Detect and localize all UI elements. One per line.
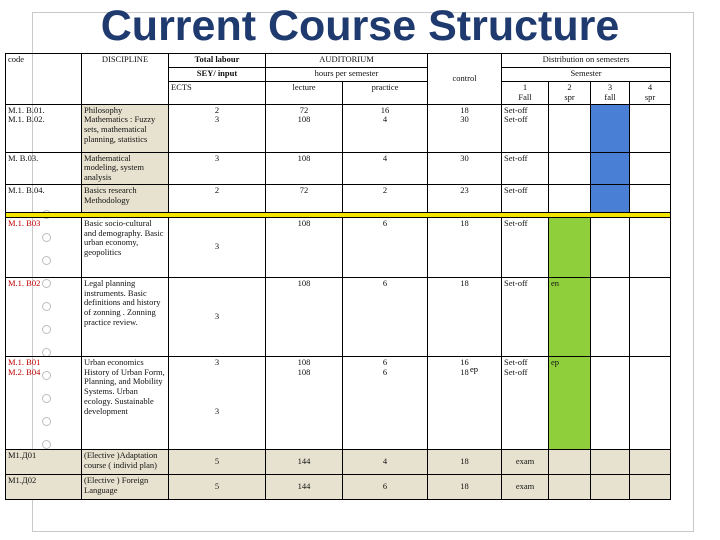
row-code: M. B.03. [6, 152, 82, 184]
row-total: 72 [266, 184, 343, 212]
row-lecture: 6 [343, 217, 428, 277]
sem-3-cell [630, 474, 671, 499]
table-row [6, 277, 671, 356]
table-row [6, 152, 671, 184]
row-control: Set-off Set-off [502, 356, 549, 449]
row-practice: 18 [428, 449, 502, 474]
row-ects: 3 3 [169, 356, 266, 449]
row-code: M.1. B03 [6, 217, 82, 277]
row-lecture: 2 [343, 184, 428, 212]
header-hours-per-semester: hours per semester [266, 68, 428, 82]
course-table [5, 53, 671, 500]
sem-3-cell [630, 152, 671, 184]
sem-1-cell [549, 104, 591, 152]
table-row [6, 356, 671, 449]
header-control: control [428, 54, 502, 105]
header-code: code [6, 54, 82, 105]
table-row [6, 104, 671, 152]
row-code: M1.Д02 [6, 474, 82, 499]
row-ects: 2 3 [169, 104, 266, 152]
row-code: M.1. B02 [6, 277, 82, 356]
row-practice: 18 [428, 277, 502, 356]
row-control: Set-off Set-off [502, 104, 549, 152]
row-control: Set-off [502, 277, 549, 356]
row-ects: 2 [169, 184, 266, 212]
row-practice: 23 [428, 184, 502, 212]
row-practice: 16 18 [428, 356, 502, 449]
sem-2-cell [591, 184, 630, 212]
row-control: Set-off [502, 217, 549, 277]
row-total: 144 [266, 449, 343, 474]
row-total: 108 [266, 277, 343, 356]
row-discipline: Mathematical modeling, system analysis [82, 152, 169, 184]
row-lecture: 4 [343, 152, 428, 184]
sem-2-cell [591, 356, 630, 449]
row-total: 144 [266, 474, 343, 499]
sem-1-cell [549, 217, 591, 277]
header-discipline: DISCIPLINE [82, 54, 169, 105]
row-ects: 5 [169, 474, 266, 499]
row-code: M.1. B.01. M.1. B.02. [6, 104, 82, 152]
row-control: exam [502, 474, 549, 499]
row-practice: 18 [428, 217, 502, 277]
sem-1-cell [549, 449, 591, 474]
header-distribution: Distribution on semesters [502, 54, 671, 68]
sem-3-cell [630, 184, 671, 212]
row-lecture: 6 [343, 277, 428, 356]
row-practice: 30 [428, 152, 502, 184]
sem-1-cell: ep [549, 356, 591, 449]
row-ects: 5 [169, 449, 266, 474]
row-discipline: Basic socio-cultural and demography. Basic urban economy, geopolitics [82, 217, 169, 277]
row-discipline: Basics research Methodology [82, 184, 169, 212]
row-discipline: (Elective ) Foreign Language [82, 474, 169, 499]
row-control: Set-off [502, 152, 549, 184]
row-lecture: 4 [343, 449, 428, 474]
row-total: 108 108 [266, 356, 343, 449]
row-ects: 3 [169, 152, 266, 184]
sem-2-cell [591, 474, 630, 499]
row-lecture: 6 [343, 474, 428, 499]
row-lecture-practice: 16 4 [343, 104, 428, 152]
row-control: exam [502, 449, 549, 474]
page-title: Current Course Structure [100, 2, 620, 50]
header-semester: Semester [502, 68, 671, 82]
table-row [6, 474, 671, 499]
sem-2-cell [591, 277, 630, 356]
header-lecture: lecture [266, 82, 343, 105]
row-discipline: Urban economics History of Urban Form, Planning, and Mobility Systems. Urban ecology. Sustainable development [82, 356, 169, 449]
sem-1-cell [549, 152, 591, 184]
row-total: 72 108 [266, 104, 343, 152]
header-ects: ECTS [169, 82, 266, 105]
sem-1-cell: en [549, 277, 591, 356]
header-sem-4: 4 spr [630, 82, 671, 105]
row-total: 108 [266, 152, 343, 184]
sem-3-cell [630, 217, 671, 277]
header-sem-2: 2 spr [549, 82, 591, 105]
sem-2-cell [591, 152, 630, 184]
sem-3-cell [630, 104, 671, 152]
note-ep: ep [470, 364, 479, 374]
row-code: M.1. B.04. [6, 184, 82, 212]
sem-2-cell [591, 449, 630, 474]
header-total-labour: Total labour [169, 54, 266, 68]
row-control: Set-off [502, 184, 549, 212]
sem-3-cell [630, 277, 671, 356]
row-discipline: Philosophy Mathematics : Fuzzy sets, mathematical planning, statistics [82, 104, 169, 152]
row-lecture: 6 6 [343, 356, 428, 449]
table-row [6, 184, 671, 212]
sem-2-cell [591, 104, 630, 152]
row-discipline: (Elective )Adaptation course ( individ plan) [82, 449, 169, 474]
header-auditorium: AUDITORIUM [266, 54, 428, 68]
header-sem-3: 3 fall [591, 82, 630, 105]
sem-3-cell [630, 356, 671, 449]
row-discipline: Legal planning instruments. Basic definitions and history of zonning . Zonning practice review. [82, 277, 169, 356]
sem-1-cell [549, 474, 591, 499]
row-code: M.1. B01 M.2. B04 [6, 356, 82, 449]
header-practice: practice [343, 82, 428, 105]
sem-1-cell [549, 184, 591, 212]
row-practice: 18 [428, 474, 502, 499]
header-sey-input: SEY/ input [169, 68, 266, 82]
table-row [6, 217, 671, 277]
header-sem-1: 1 Fall [502, 82, 549, 105]
row-ects: 3 [169, 277, 266, 356]
sem-3-cell [630, 449, 671, 474]
table-row [6, 449, 671, 474]
row-total: 108 [266, 217, 343, 277]
row-practice: 18 30 [428, 104, 502, 152]
sem-2-cell [591, 217, 630, 277]
row-code: M1.Д01 [6, 449, 82, 474]
row-ects: 3 [169, 217, 266, 277]
